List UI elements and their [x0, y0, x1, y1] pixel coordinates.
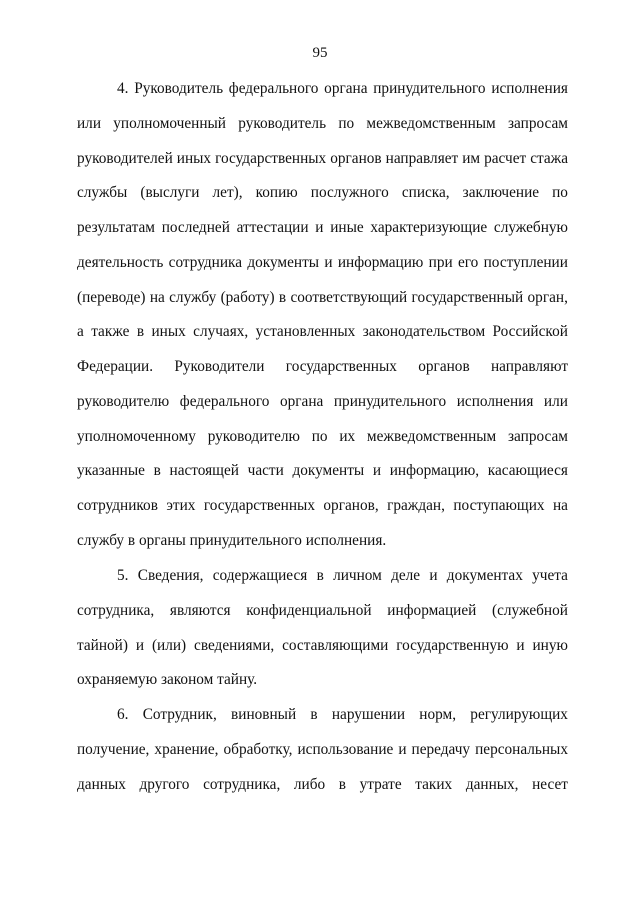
text-line: службы (выслуги лет), копию послужного списка, заключение по	[77, 184, 568, 202]
text-line: а также в иных случаях, установленных законодательством Российской	[77, 323, 568, 341]
text-line: руководителей иных государственных органов направляет им расчет стажа	[77, 149, 568, 167]
text-line: Федерации. Руководители государственных органов направляют	[77, 358, 568, 375]
text-line: результатам последней аттестации и иные характеризующие служебную	[77, 219, 568, 236]
text-line: (переводе) на службу (работу) в соответствующий государственный орган,	[77, 288, 568, 306]
text-line: сотрудника, являются конфиденциальной информацией (служебной	[77, 601, 568, 619]
text-line: сотрудников этих государственных органов, граждан, поступающих на	[77, 497, 568, 514]
text-line: деятельность сотрудника документы и информацию при его поступлении	[77, 253, 568, 271]
text-line: охраняемую законом тайну.	[77, 671, 258, 689]
paragraph-5	[77, 559, 568, 698]
text-line: руководителю федерального органа принудительного исполнения или	[77, 392, 568, 410]
text-line: получение, хранение, обработку, использование и передачу персональных	[77, 740, 568, 758]
text-line: или уполномоченный руководитель по межведомственным запросам	[77, 114, 568, 132]
text-line: 4. Руководитель федерального органа принудительного исполнения	[117, 80, 568, 97]
paragraph-4	[77, 72, 568, 559]
text-line: 6. Сотрудник, виновный в нарушении норм, регулирующих	[117, 706, 568, 723]
text-line: тайной) и (или) сведениями, составляющими государственную и иную	[77, 636, 568, 654]
text-line: данных другого сотрудника, либо в утрате таких данных, несет	[77, 775, 568, 793]
paragraph-6	[77, 698, 568, 802]
text-line: службу в органы принудительного исполнения.	[77, 531, 387, 549]
page-number: 95	[312, 45, 328, 61]
text-line: 5. Сведения, содержащиеся в личном деле и документах учета	[117, 567, 568, 584]
text-line: указанные в настоящей части документы и информацию, касающиеся	[77, 462, 568, 480]
text-line: уполномоченному руководителю по их межведомственным запросам	[77, 427, 568, 445]
